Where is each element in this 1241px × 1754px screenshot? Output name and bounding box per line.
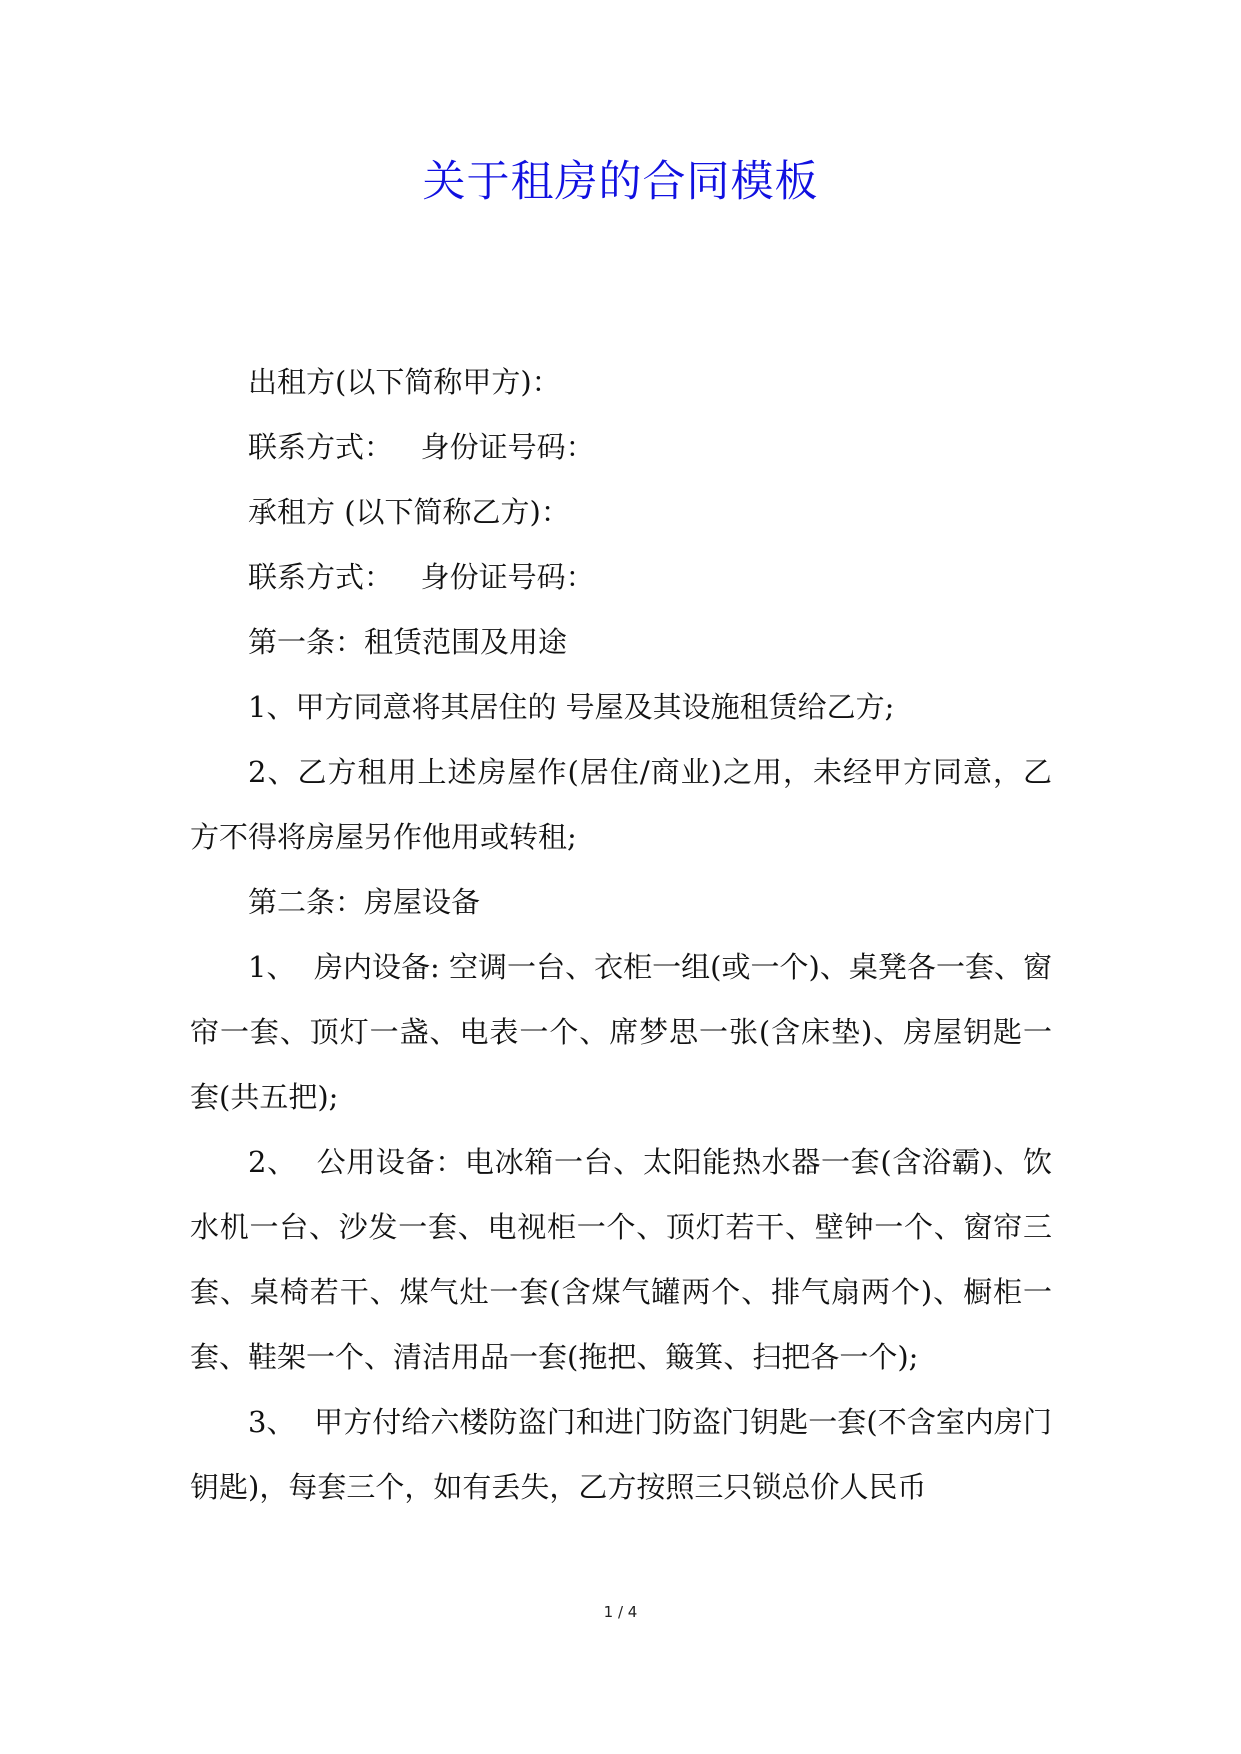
article-1-clause-1: 1、甲方同意将其居住的 号屋及其设施租赁给乙方; (248, 690, 895, 724)
document-title: 关于租房的合同模板 (422, 157, 819, 207)
article-2-heading: 第二条：房屋设备 (248, 885, 481, 919)
document-body (190, 350, 1052, 1520)
article-1-heading: 第一条：租赁范围及用途 (248, 625, 568, 659)
party-b-contact-line: 联系方式： 身份证号码： (248, 560, 595, 594)
article-2-clause-3: 3、 甲方付给六楼防盗门和进门防盗门钥匙一套(不含室内房门钥匙)，每套三个，如有丢失，乙方按照三只锁总价人民币 (190, 1405, 1052, 1504)
party-a-contact-line: 联系方式： 身份证号码： (248, 430, 595, 464)
article-2-clause-1: 1、 房内设备: 空调一台、衣柜一组(或一个)、桌凳各一套、窗帘一套、顶灯一盏、电表一个、席梦思一张(含床垫)、房屋钥匙一套(共五把); (190, 950, 1052, 1114)
party-b-line: 承租方 (以下简称乙方)： (248, 495, 570, 529)
article-1-clause-2: 2、乙方租用上述房屋作(居住/商业)之用，未经甲方同意，乙方不得将房屋另作他用或转租; (190, 755, 1052, 854)
party-a-line: 出租方(以下简称甲方)： (248, 365, 561, 399)
article-2-clause-2: 2、 公用设备：电冰箱一台、太阳能热水器一套(含浴霸)、饮水机一台、沙发一套、电视柜一个、顶灯若干、壁钟一个、窗帘三套、桌椅若干、煤气灶一套(含煤气罐两个、排气扇两个)、橱柜一套、鞋架一个、清洁用品一套(拖把、簸箕、扫把各一个); (190, 1145, 1052, 1374)
page-number: 1 / 4 (603, 1603, 638, 1621)
